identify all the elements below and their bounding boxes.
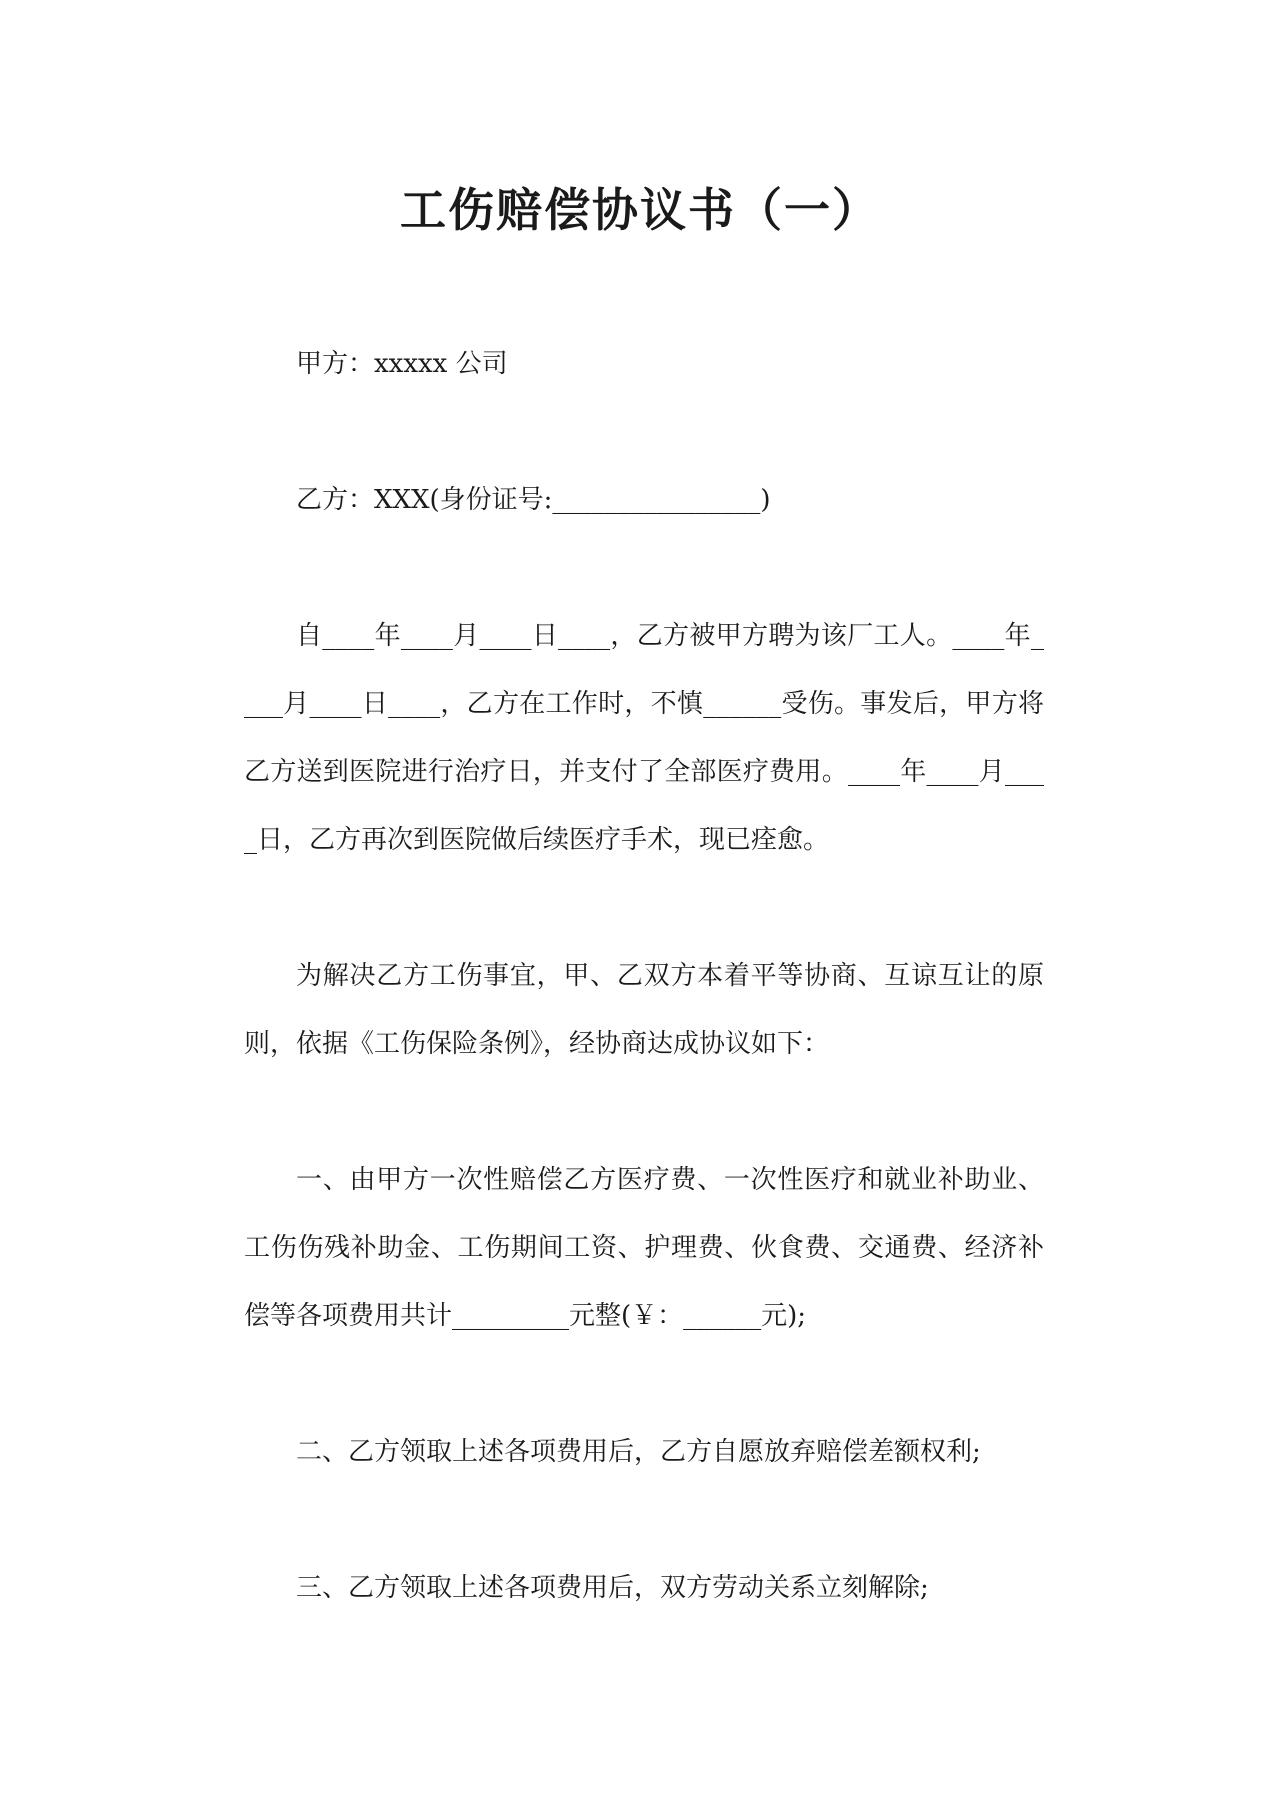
clause-two-waiver: 二、乙方领取上述各项费用后，乙方自愿放弃赔偿差额权利; <box>296 1437 981 1467</box>
document-body <box>244 330 1044 1622</box>
paragraph-purpose: 为解决乙方工伤事宜，甲、乙双方本着平等协商、互谅互让的原则，依据《工伤保险条例》，经协商达成协议如下： <box>244 961 1044 1059</box>
party-a-line: 甲方：xxxxx 公司 <box>296 349 508 379</box>
document-title: 工伤赔偿协议书（一） <box>400 183 880 237</box>
clause-three-termination: 三、乙方领取上述各项费用后，双方劳动关系立刻解除; <box>296 1573 929 1603</box>
paragraph-employment-injury: 自____年____月____日____，乙方被甲方聘为该厂工人。____年____月____日____，乙方在工作时，不慎______受伤。事发后，甲方将乙方送到医院进行治疗日，并支付了全部医疗费用。____年____月____日，乙方再次到医院做后续医疗手术，现已痊愈。 <box>244 621 1044 855</box>
clause-one-compensation: 一、由甲方一次性赔偿乙方医疗费、一次性医疗和就业补助业、工伤伤残补助金、工伤期间工资、护理费、伙食费、交通费、经济补偿等各项费用共计_________元整(￥：______元); <box>244 1165 1044 1331</box>
party-b-line: 乙方：XXX(身份证号:________________) <box>296 485 771 515</box>
